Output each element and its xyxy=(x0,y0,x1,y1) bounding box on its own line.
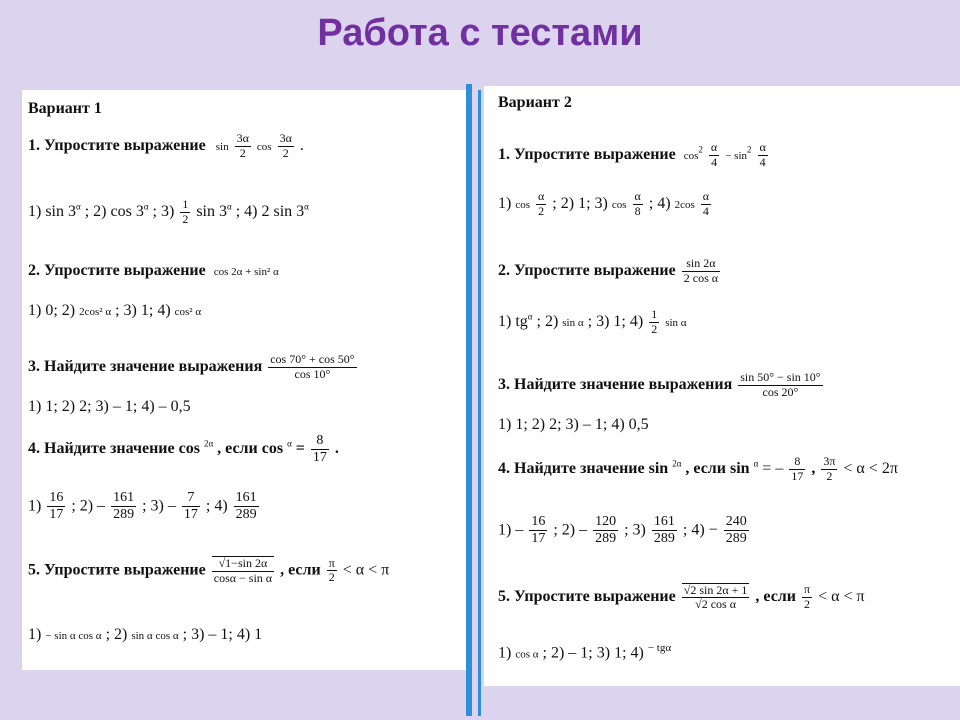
v1-q1-frac1: $\frac{3\alpha}{2}$ xyxy=(236,131,249,160)
v1-question-4: 4. Найдите значение cos $^{2\alpha}$ , если cos $^\alpha$ = $\frac{8}{17}$ . xyxy=(28,432,339,465)
v2-answers-2: 1) $tg^\alpha$ ; 2) sin α ; 3) 1; 4) $\frac{1}{2}$ sin α xyxy=(498,307,687,336)
v2-question-5: 5. Упростите выражение $\frac{√2 \sin 2\alpha + 1}{\text{√2 cos α}}$ , если $\frac{\pi}{2}$ < α < π xyxy=(498,582,865,612)
v1-answers-4: 1) $\frac{16}{17}$ ; 2) – $\frac{161}{289}$ ; 3) – $\frac{7}{17}$ ; 4) $\frac{161}{289}$ xyxy=(28,490,257,523)
v1-answers-3: 1) 1; 2) 2; 3) – 1; 4) – 0,5 xyxy=(28,398,191,415)
v2-question-2: 2. Упростите выражение $\frac{\sin 2\alpha}{\text{2 cos α}}$ xyxy=(498,256,719,285)
variant-2-panel xyxy=(484,86,960,686)
v1-question-1: 1. Упростите выражение sin $\frac{3\alpha}{2}$ cos $\frac{3\alpha}{2}$ . xyxy=(28,131,304,160)
v1-question-2: 2. Упростите выражение cos 2α + sin² α xyxy=(28,262,279,279)
v2-answers-5: 1) cos α ; 2) – 1; 3) 1; 4) $^{- tg\alpha}$ xyxy=(498,642,672,662)
v1-answers-1: 1) $\sin 3^\alpha$ ; 2) $\cos 3^\alpha$ ; 3) $\frac{1}{2}$ $\sin 3^\alpha$ ; 4) 2 $\sin 3^\alpha$ xyxy=(28,197,309,226)
v2-answers-1: 1) cos $\frac{\alpha}{2}$ ; 2) 1; 3) cos $\frac{\alpha}{8}$ ; 4) 2cos $\frac{\alpha}{4}$ xyxy=(498,189,710,218)
v1-answers-2: 1) 0; 2) 2cos² α ; 3) 1; 4) cos² α xyxy=(28,302,202,319)
v2-answers-3: 1) 1; 2) 2; 3) – 1; 4) 0,5 xyxy=(498,416,649,433)
column-divider-shadow xyxy=(478,90,481,716)
column-divider xyxy=(466,84,472,716)
variant-1-heading: Вариант 1 xyxy=(28,100,102,117)
v1-q5-frac: $\frac{√1-\sin 2\alpha}{\text{cosα − sin α}}$ xyxy=(213,556,273,585)
v1-q2-expr: cos 2α + sin² α xyxy=(213,266,279,278)
v1-q1-frac2: $\frac{3\alpha}{2}$ xyxy=(279,131,292,160)
v1-q1-label: 1. Упростите выражение xyxy=(28,136,206,154)
v1-question-5: 5. Упростите выражение $\frac{√1-\sin 2\alpha}{\text{cosα − sin α}}$ , если $\frac{\pi}{2}$ < α < π xyxy=(28,555,390,585)
page-title: Работа с тестами xyxy=(317,12,643,54)
v1-q3-frac: $\frac{\cos 70^\circ + \cos 50^\circ}{\cos 10^\circ}$ xyxy=(270,352,355,381)
v1-q4-frac: $\frac{8}{17}$ xyxy=(312,432,327,465)
v1-a1-frac: $\frac{1}{2}$ xyxy=(182,197,189,226)
v1-answers-5: 1) − sin α cos α ; 2) sin α cos α ; 3) – 1; 4) 1 xyxy=(28,626,263,643)
variant-2-heading: Вариант 2 xyxy=(498,94,572,111)
v2-question-3: 3. Найдите значение выражения $\frac{\sin 50^\circ - \sin 10^\circ}{\cos 20^\circ}$ xyxy=(498,370,821,399)
v2-question-4: 4. Найдите значение sin $^{2\alpha}$ , если sin $^\alpha$ = – $\frac{8}{17}$ , $\frac{3\pi}{2}$ < α < 2π xyxy=(498,454,898,483)
v1-question-3: 3. Найдите значение выражения $\frac{\cos 70^\circ + \cos 50^\circ}{\cos 10^\circ}$ xyxy=(28,352,355,381)
v1-q1-func2: cos xyxy=(256,140,272,153)
v2-question-1: 1. Упростите выражение $\cos^2$ $\frac{\alpha}{4}$ − $\sin^2$ $\frac{\alpha}{4}$ xyxy=(498,140,766,169)
v1-q1-func1: sin xyxy=(215,140,229,153)
variant-1-panel xyxy=(22,90,466,670)
v2-answers-4: 1) – $\frac{16}{17}$ ; 2) – $\frac{120}{289}$ ; 3) $\frac{161}{289}$ ; 4) − $\frac{240}{289}$ xyxy=(498,514,747,547)
